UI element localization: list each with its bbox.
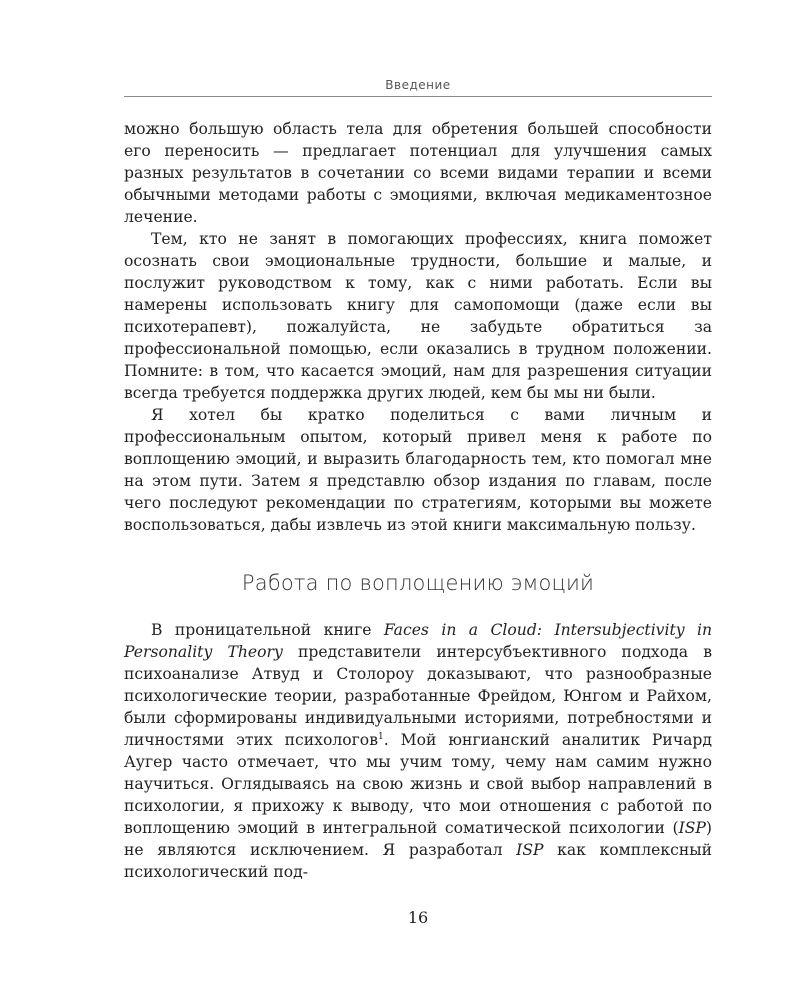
paragraph-4 [124,619,712,883]
page-number: 16 [407,908,429,927]
book-title: Faces in a Cloud: Intersubjectivity in Personality Theory [124,621,712,661]
paragraph-1: можно большую область тела для обретения большей способности его переносить — предлагает потенциал для улучшения самых разных результатов в сочетании со всеми видами терапии и всеми обычными методами работы с эмоциями, включая медикаментозное лечение. [124,120,712,226]
footnote-ref[interactable]: 1 [377,731,384,742]
p4-text-3: . Мой юнгианский аналитик Ричард Аугер часто отмечает, что мы учим тому, чему нам самим нужно научиться. Оглядываясь на свою жизнь и свой выбор направлений в психологии, я прихожу к выводу, что мои отношения с работой по воплощению эмоций в интегральной соматической психологии ( [124,731,713,837]
isp-abbr-1: ISP [678,819,706,837]
header-rule [124,96,712,97]
paragraph-3: Я хотел бы кратко поделиться с вами личным и профессиональным опытом, который привел меня к работе по воплощению эмоций, и выразить благодарность тем, кто помогал мне на этом пути. Затем я представлю обзор издания по главам, после чего последуют рекомендации по стратегиям, которыми вы можете воспользоваться, дабы извлечь из этой книги максимальную пользу. [124,406,712,534]
p4-text-4: ) не являются исключением. Я разработал [124,819,712,859]
body-text [124,118,712,883]
isp-abbr-2: ISP [516,841,544,859]
section-title: Работа по воплощению эмоций [241,571,595,595]
paragraph-2: Тем, кто не занят в помогающих профессиях, книга поможет осознать свои эмоциональные трудности, большие и малые, и послужит руководством к тому, как с ними работать. Если вы намерены использовать книгу для самопомощи (даже если вы психотерапевт), пожалуйста, не забудьте обратиться за профессиональной помощью, если оказались в трудном положении. Помните: в том, что касается эмоций, нам для разрешения ситуации всегда требуется поддержка других людей, кем бы мы ни были. [124,230,712,402]
p4-text-2: представители интерсубъективного подхода в психоанализе Атвуд и Столороу доказывают, что разнообразные психологические теории, разработанные Фрейдом, Юнгом и Райхом, были сформированы индивидуальными историями, потребностями и личностями этих психологов [124,643,712,749]
running-head: Введение [385,78,451,92]
p4-text-5: как комплексный психологический под- [124,841,713,881]
p4-text-1: В проницательной книге [151,621,384,639]
